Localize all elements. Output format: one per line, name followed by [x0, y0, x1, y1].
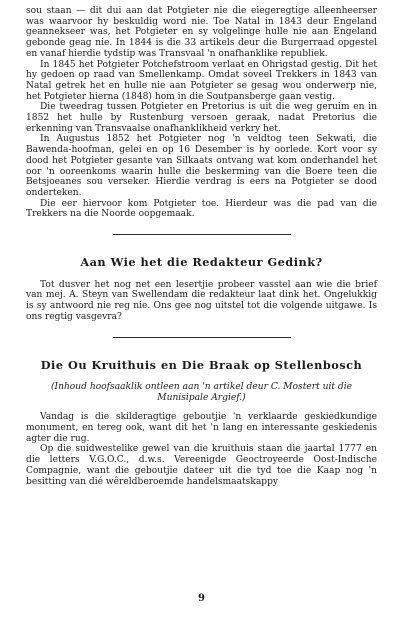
paragraph-redakteur: Tot dusver het nog net een lesertjie probeer vasstel aan wie die brief van mej. A. Steyn van Swellendam die redakteur laat dink het. Ongelukkig is sy antwoord nie reg nie. Ons gee nog uitstel tot die volgende uitgawe. Is ons regtig vasgevra?: [26, 279, 377, 322]
paragraph-continuation: sou staan — dit dui aan dat Potgieter nie die eiegeregtige alleenheerser was waarvoor hy beskuldig word nie. Toe Natal in 1843 deur Engeland geannekseer was, het Potgieter en sy volgelinge hulle nie aan Engeland gebonde geag nie. In 1844 is die 33 artikels deur die Burgerraad opgestel en vanaf hierdie tydstip was Transvaal 'n onafhanklike republiek.: [26, 6, 377, 59]
section-divider: [26, 234, 377, 235]
section-divider-2: [26, 337, 377, 338]
text-column: [26, 6, 377, 487]
divider-rule: [113, 234, 291, 235]
paragraph-gewel: Op die suidwestelike gewel van die kruithuis staan die jaartal 1777 en die letters V.G.O.C., d.w.s. Vereenigde Geoctroyeerde Oost-Indische Compagnie, want die geboutjie dateer uit die tyd toe die Kaap nog 'n besitting van dié wêreldberoemde handelsmaatskappy: [26, 444, 377, 487]
section-heading-kruithuis: Die Ou Kruithuis en Die Braak op Stellenbosch: [40, 357, 363, 372]
divider-rule-2: [113, 337, 291, 338]
paragraph-ohrigstad: In 1845 het Potgieter Potchefstroom verlaat en Ohrigstad gestig. Dit het hy gedoen op raad van Smellenkamp. Omdat soveel Trekkers in 1843 van Natal getrek het en hulle nie aan Potgieter se gesag wou onderwerp nie, het Potgieter hierna (1848) hom in die Soutpansberge gaan vestig.: [26, 59, 377, 102]
section-subtitle: (Inhoud hoofsaaklik ontleen aan 'n artikel deur C. Mostert uit die Munisipale Argief.): [50, 382, 353, 404]
page-number: 9: [198, 593, 205, 604]
paragraph-tweedrag: Die tweedrag tussen Potgieter en Pretorius is uit die weg geruim en in 1852 het hulle by Rustenburg versoen geraak, nadat Pretorius die erkenning van Transvaalse onafhanklikheid verkry het.: [26, 102, 377, 134]
section-heading-redakteur: Aan Wie het die Redakteur Gedink?: [80, 255, 323, 270]
paragraph-augustus-1852: In Augustus 1852 het Potgieter nog 'n veldtog teen Sekwati, die Bawenda-hoofman, gelei en op 16 Desember is hy oorlede. Kort voor sy dood het Potgieter gesante van Silkaats ontvang wat kom onderhandel het oor 'n ooreenkoms waarin hulle die beskerming van die Boere teen die Betsjoeanes sou verseker. Hierdie verdrag is eers na Potgieter se dood onderteken.: [26, 134, 377, 198]
paragraph-vandag: Vandag is die skilderagtige geboutjie 'n verklaarde geskiedkundige monument, en tereg ook, want dit het 'n lang en interessante geskiedenis agter die rug.: [26, 412, 377, 444]
paragraph-eer: Die eer hiervoor kom Potgieter toe. Hierdeur was die pad van die Trekkers na die Noorde oopgemaak.: [26, 198, 377, 220]
